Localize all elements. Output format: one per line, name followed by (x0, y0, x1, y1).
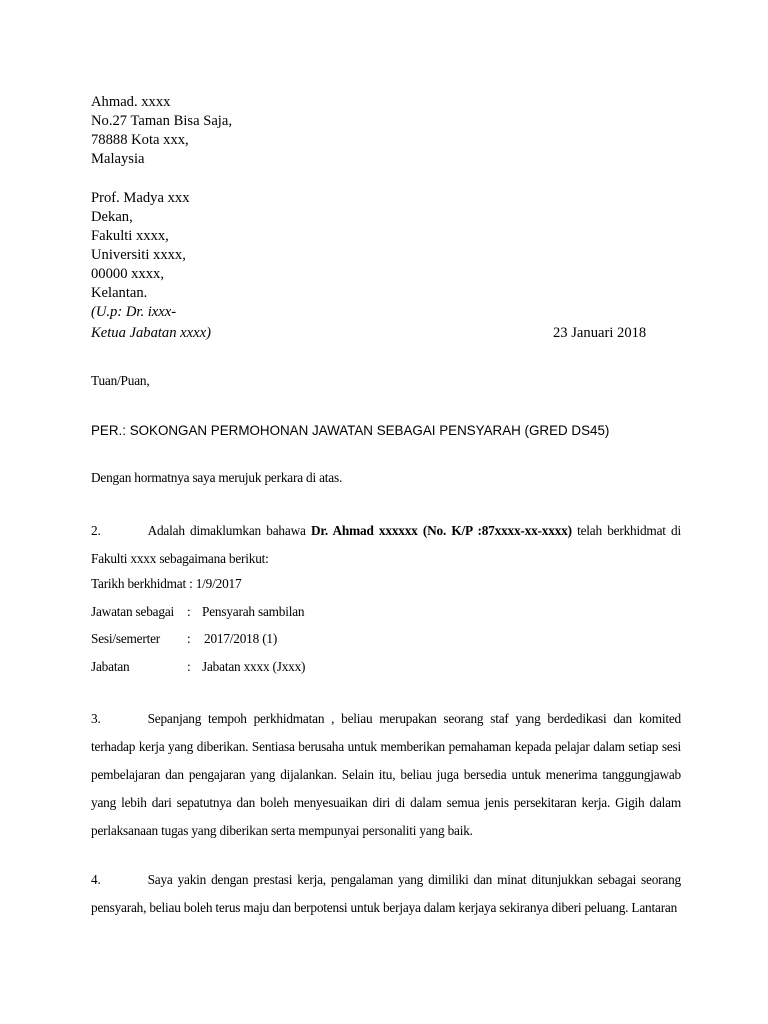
paragraph-4-text: Saya yakin dengan prestasi kerja, pengalaman yang dimiliki dan minat ditunjukkan sebagai seorang pensyarah, beliau boleh terus maju dan berpotensi untuk berjaya dalam kerjaya sekiranya diberi peluang. Lantaran (91, 872, 681, 915)
recipient-name: Prof. Madya xxx (91, 190, 190, 206)
sender-address-line-2: 78888 Kota xxx, (91, 132, 189, 148)
recipient-faculty: Fakulti xxxx, (91, 228, 169, 244)
paragraph-2-number: 2. (91, 523, 101, 538)
opening-sentence: Dengan hormatnya saya merujuk perkara di atas. (91, 470, 343, 485)
recipient-postcode: 00000 xxxx, (91, 266, 164, 282)
letter-date: 23 Januari 2018 (553, 325, 647, 341)
detail-separator: : (187, 631, 191, 646)
recipient-university: Universiti xxxx, (91, 247, 186, 263)
paragraph-4 (91, 866, 681, 922)
detail-separator: : (187, 604, 191, 619)
attention-line-1: (U.p: Dr. ixxx- (91, 304, 177, 320)
detail-separator: : (187, 659, 191, 674)
paragraph-3-text: Sepanjang tempoh perkhidmatan , beliau merupakan seorang staf yang berdedikasi dan komited terhadap kerja yang diberikan. Sentiasa berusaha untuk memberikan pemahaman kepada pelajar dalam setiap sesi pembelajaran dan pengajaran yang dijalankan. Selain itu, beliau juga bersedia untuk menerima tanggungjawab yang lebih dari sepatutnya dan boleh menyesuaikan diri di dalam semua jenis persekitaran kerja. Gigih dalam perlaksanaan tugas yang diberikan serta mempunyai personaliti yang baik. (91, 711, 681, 838)
salutation: Tuan/Puan, (91, 373, 150, 388)
paragraph-2-text-before: Adalah dimaklumkan bahawa (147, 523, 311, 538)
sender-address-line-1: No.27 Taman Bisa Saja, (91, 113, 232, 129)
paragraph-2-bold-text: Dr. Ahmad xxxxxx (No. K/P :87xxxx-xx-xxxx) (310, 523, 572, 538)
paragraph-2-text-after: telah berkhidmat di Fakulti xxxx sebagaimana berikut: (91, 523, 681, 566)
subject-line: PER.: SOKONGAN PERMOHONAN JAWATAN SEBAGAI PENSYARAH (GRED DS45) (91, 423, 610, 438)
paragraph-3-number: 3. (91, 711, 101, 726)
attention-line-2: Ketua Jabatan xxxx) (91, 325, 211, 341)
recipient-state: Kelantan. (91, 285, 148, 301)
paragraph-3 (91, 705, 681, 845)
detail-start-date: Tarikh berkhidmat : 1/9/2017 (91, 576, 242, 591)
paragraph-4-number: 4. (91, 872, 101, 887)
detail-label: Jabatan (91, 659, 130, 674)
detail-label: Jawatan sebagai (91, 604, 175, 619)
detail-label: Sesi/semerter (91, 631, 161, 646)
detail-value: Jabatan xxxx (Jxxx) (202, 659, 306, 674)
paragraph-2 (91, 517, 681, 573)
detail-value: 2017/2018 (1) (204, 631, 278, 646)
detail-value: Pensyarah sambilan (202, 604, 305, 619)
sender-name: Ahmad. xxxx (91, 94, 171, 110)
recipient-title: Dekan, (91, 209, 133, 225)
sender-country: Malaysia (91, 151, 145, 167)
